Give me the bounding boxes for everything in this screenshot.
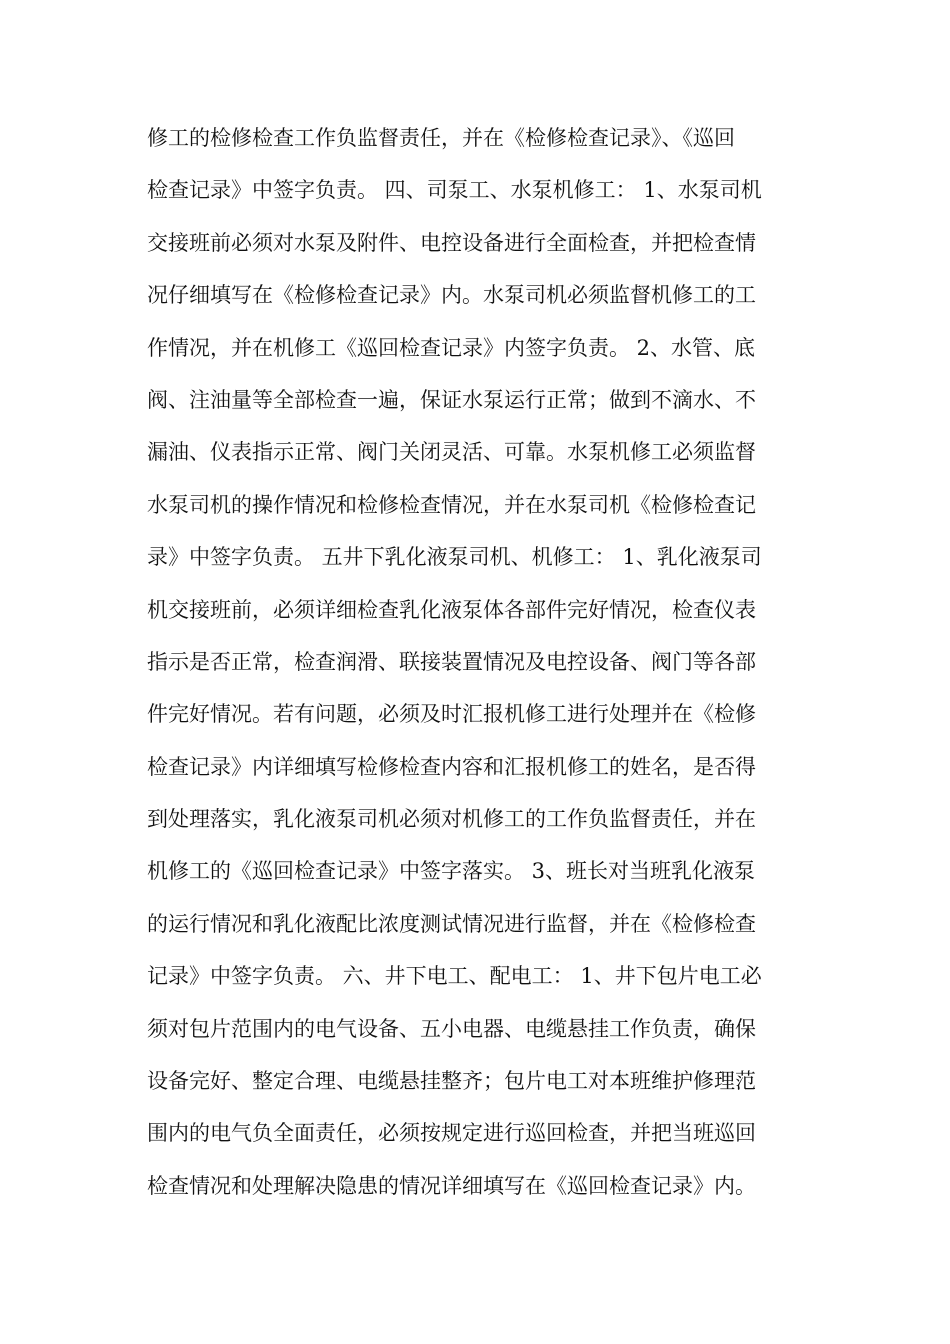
text-line: 到处理落实，乳化液泵司机必须对机修工的工作负监督责任，并在 [147,807,756,832]
text-line: 指示是否正常，检查润滑、联接装置情况及电控设备、阀门等各部 [147,649,756,674]
text-line: 录》中签字负责。 五井下乳化液泵司机、机修工： 1、乳化液泵司 [147,545,762,570]
text-line: 检查记录》中签字负责。 四、司泵工、水泵机修工： 1、水泵司机 [147,178,762,203]
text-line: 况仔细填写在《检修检查记录》内。水泵司机必须监督机修工的工 [147,283,756,308]
text-line: 件完好情况。若有问题，必须及时汇报机修工进行处理并在《检修 [147,702,756,727]
text-line: 漏油、仪表指示正常、阀门关闭灵活、可靠。水泵机修工必须监督 [147,440,756,465]
text-line: 记录》中签字负责。 六、井下电工、配电工： 1、井下包片电工必 [147,964,762,989]
text-line: 修工的检修检查工作负监督责任，并在《检修检查记录》、《巡回 [147,126,735,150]
text-line: 围内的电气负全面责任，必须按规定进行巡回检查，并把当班巡回 [147,1121,756,1146]
text-line: 阀、注油量等全部检查一遍，保证水泵运行正常；做到不滴水、不 [147,387,756,412]
text-line: 水泵司机的操作情况和检修检查情况，并在水泵司机《检修检查记 [147,492,756,517]
text-line: 检查记录》内详细填写检修检查内容和汇报机修工的姓名，是否得 [147,754,756,779]
text-line: 设备完好、整定合理、电缆悬挂整齐；包片电工对本班维护修理范 [147,1069,756,1094]
text-line: 机修工的《巡回检查记录》中签字落实。 3、班长对当班乳化液泵 [147,859,756,884]
text-line: 交接班前必须对水泵及附件、电控设备进行全面检查，并把检查情 [147,230,756,255]
text-line: 须对包片范围内的电气设备、五小电器、电缆悬挂工作负责，确保 [147,1016,756,1041]
text-line: 检查情况和处理解决隐患的情况详细填写在《巡回检查记录》内。 [147,1173,756,1198]
text-line: 作情况，并在机修工《巡回检查记录》内签字负责。 2、水管、底 [147,335,756,360]
body-text [147,114,807,1214]
text-line: 机交接班前，必须详细检查乳化液泵体各部件完好情况，检查仪表 [147,597,756,622]
text-line: 的运行情况和乳化液配比浓度测试情况进行监督，并在《检修检查 [147,911,756,936]
